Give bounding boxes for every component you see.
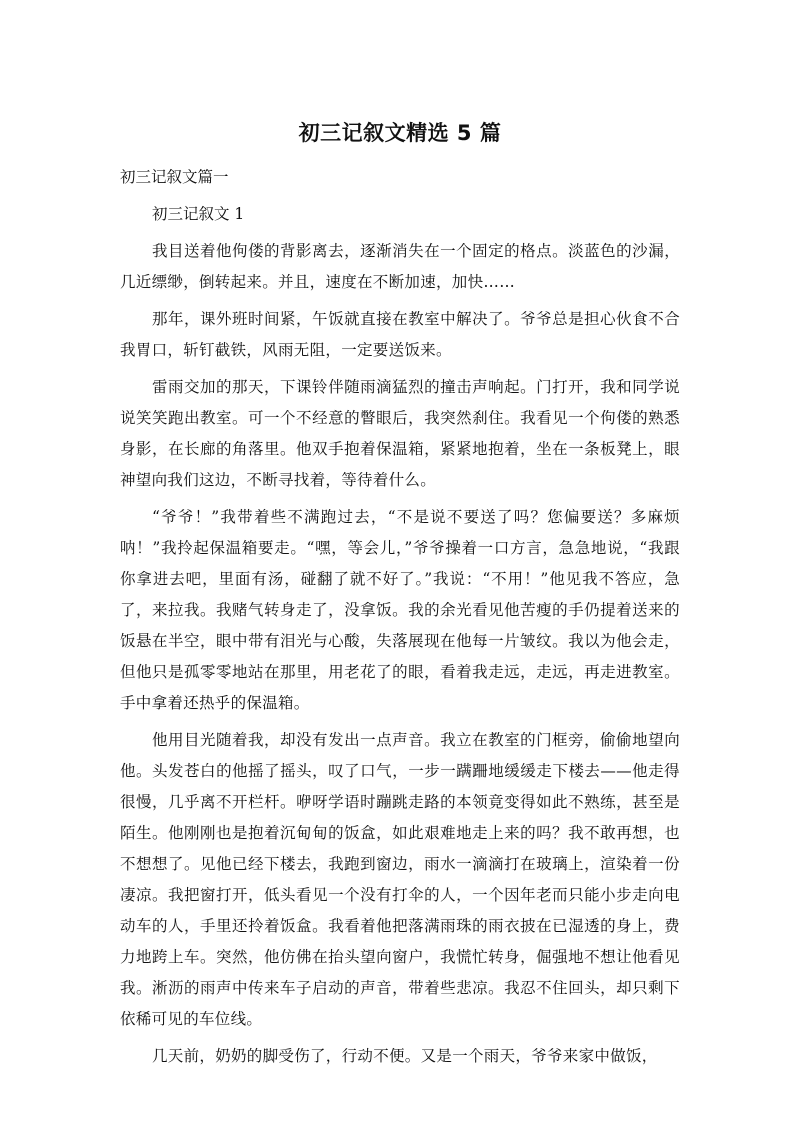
paragraph: 他用目光随着我，却没有发出一点声音。我立在教室的门框旁，偷偷地望向他。头发苍白的他摇了摇头，叹了口气，一步一蹒跚地缓缓走下楼去——他走得很慢，几乎离不开栏杆。咿呀学语时蹦跳走路的本领竟变得如此不熟练，甚至是陌生。他刚刚也是抱着沉甸甸的饭盒，如此艰难地走上来的吗？我不敢再想，也不想想了。见他已经下楼去，我跑到窗边，雨水一滴滴打在玻璃上，渲染着一份凄凉。我把窗打开，低头看见一个没有打伞的人，一个因年老而只能小步走向电动车的人，手里还拎着饭盒。我看着他把落满雨珠的雨衣披在已湿透的身上，费力地跨上车。突然，他仿佛在抬头望向窗户，我慌忙转身，倔强地不想让他看见我。淅沥的雨声中传来车子启动的声音，带着些悲凉。我忍不住回头，却只剩下依稀可见的车位线。 bbox=[120, 731, 680, 1028]
section-heading: 初三记叙文篇一 bbox=[120, 168, 229, 186]
document-page bbox=[120, 118, 680, 1078]
paragraph: 几天前，奶奶的脚受伤了，行动不便。又是一个雨天，爷爷来家中做饭， bbox=[152, 1047, 658, 1065]
document-title: 初三记叙文精选 5 篇 bbox=[298, 121, 502, 145]
paragraph: 那年，课外班时间紧，午饭就直接在教室中解决了。爷爷总是担心伙食不合我胃口，斩钉截铁，风雨无阻，一定要送饭来。 bbox=[120, 310, 680, 359]
paragraph: 雷雨交加的那天，下课铃伴随雨滴猛烈的撞击声响起。门打开，我和同学说说笑笑跑出教室。可一个不经意的瞥眼后，我突然刹住。我看见一个佝偻的熟悉身影，在长廊的角落里。他双手抱着保温箱，紧紧地抱着，坐在一条板凳上，眼神望向我们这边，不断寻找着，等待着什么。 bbox=[120, 378, 680, 489]
paragraph: 我目送着他佝偻的背影离去，逐渐消失在一个固定的格点。淡蓝色的沙漏，几近缥缈，倒转起来。并且，速度在不断加速，加快…… bbox=[120, 242, 680, 291]
paragraph: “爷爷！”我带着些不满跑过去，“不是说不要送了吗？您偏要送？多麻烦呐！”我拎起保温箱要走。“嘿，等会儿，”爷爷操着一口方言，急急地说，“我跟你拿进去吧，里面有汤，碰翻了就不好了。”我说：“不用！”他见我不答应，急了，来拉我。我赌气转身走了，没拿饭。我的余光看见他苦瘦的手仍提着送来的饭悬在半空，眼中带有泪光与心酸，失落展现在他每一片皱纹。我以为他会走，但他只是孤零零地站在那里，用老花了的眼，看着我走远，走远，再走进教室。手中拿着还热乎的保温箱。 bbox=[120, 508, 680, 712]
sub-heading: 初三记叙文 1 bbox=[152, 205, 245, 223]
